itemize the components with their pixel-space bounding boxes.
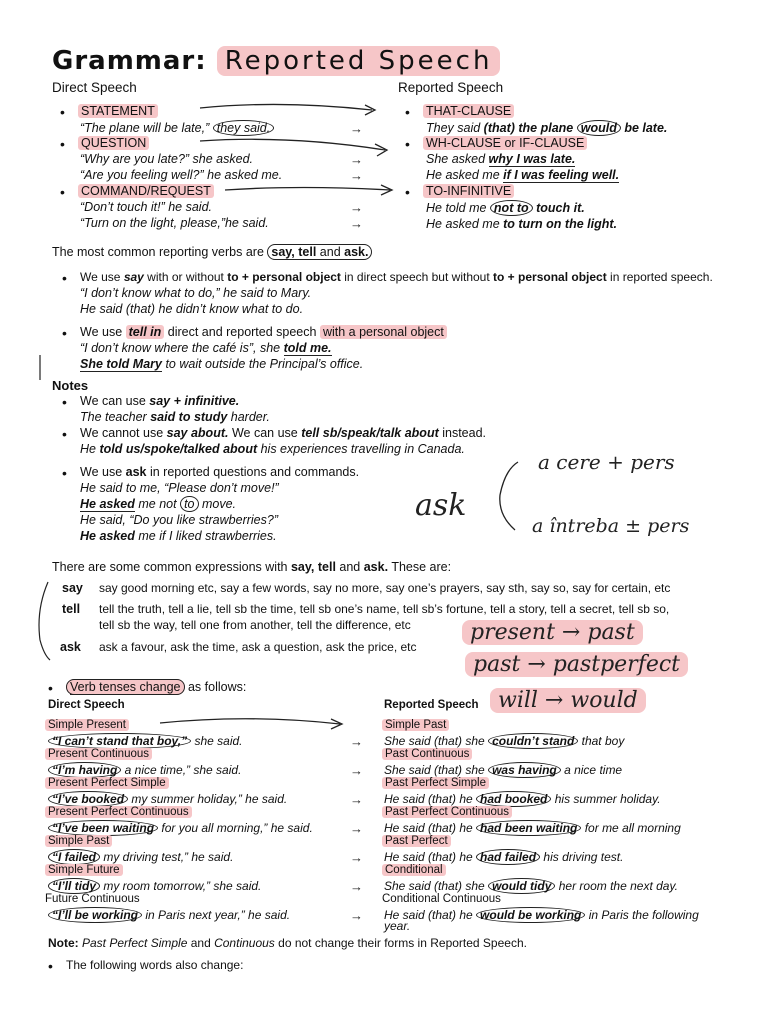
- inf-example-2: [426, 217, 617, 231]
- say-example-2: He said (that) he didn’t know what to do.: [80, 302, 304, 316]
- note-part: He: [80, 442, 100, 456]
- note-part: He asked: [80, 497, 135, 511]
- verbs-part: say, tell: [271, 245, 317, 259]
- tense-direct-name: Simple Present: [45, 719, 129, 731]
- tense-direct-rest: she said.: [191, 734, 243, 748]
- tense-reported-name: Conditional Continuous: [382, 893, 501, 905]
- command-label: COMMAND/REQUEST: [78, 184, 214, 198]
- reported-speech-heading: Reported Speech: [398, 80, 504, 95]
- inf1-part: He told me: [426, 201, 490, 215]
- command-example-2: “Turn on the light, please,”he said.: [80, 216, 269, 230]
- expr-ask-label: ask: [60, 640, 81, 654]
- expr-part: ask.: [363, 560, 389, 574]
- wh2-part: if I was feeling well.: [503, 168, 620, 182]
- that-ex-part: (that) the plane: [483, 121, 577, 135]
- statement-they-said: they said.: [213, 120, 275, 136]
- question-example-1: “Why are you late?” she asked.: [80, 152, 253, 166]
- verbs-part: and: [316, 245, 345, 259]
- say-part: in reported speech.: [606, 270, 713, 284]
- say-example-1: “I don’t know what to do,” he said to Mary.: [80, 286, 312, 300]
- note-part: We cannot use: [80, 426, 167, 440]
- wh-example-1: [426, 152, 575, 166]
- tell-part: with a personal object: [320, 325, 447, 339]
- arrow-4: →: [350, 200, 363, 215]
- tense-reported-example: [384, 821, 681, 835]
- tense-arrow: →: [350, 850, 363, 865]
- tell-ex-part: told me.: [283, 341, 332, 355]
- arrow-1: →: [350, 121, 363, 136]
- note-part: me if I liked strawberries.: [134, 529, 277, 543]
- tenses-reported-heading: Reported Speech: [384, 699, 479, 711]
- tense-direct-verb: “I can’t stand that boy,”: [48, 733, 191, 749]
- tense-reported-pre: He said (that) he: [384, 908, 477, 922]
- notes-heading: Notes: [52, 378, 89, 393]
- expr-part: say, tell: [290, 560, 336, 574]
- inf1-not-to: not to: [490, 200, 533, 216]
- statement-example: [80, 121, 274, 135]
- tense-direct-name: Present Continuous: [45, 748, 152, 760]
- tense-reported-name: Past Perfect: [382, 835, 451, 847]
- note-1-example: [80, 410, 270, 424]
- statement-quote: “The plane will be late,”: [80, 121, 210, 135]
- tense-reported-verb: couldn’t stand: [488, 733, 578, 749]
- page-title: [52, 46, 500, 76]
- note-part: We use: [80, 465, 126, 479]
- expr-part: These are:: [388, 560, 452, 574]
- tell-part: direct and reported speech: [164, 325, 320, 339]
- hand-a-intreba: a întreba ± pers: [532, 515, 690, 537]
- tense-direct-example: [48, 850, 233, 864]
- tense-direct-example: [48, 734, 243, 748]
- tense-reported-rest: in Paris the following: [585, 908, 699, 922]
- tense-direct-rest: my summer holiday,” he said.: [128, 792, 288, 806]
- verbs-part: The most common reporting verbs are: [52, 245, 268, 259]
- note-part: instead.: [438, 426, 487, 440]
- tense-direct-example: [48, 908, 290, 922]
- tense-reported-name: Past Continuous: [382, 748, 472, 760]
- inf1-part: touch it.: [532, 201, 585, 215]
- tell-part: tell in: [126, 325, 165, 339]
- tense-reported-example: [384, 792, 661, 806]
- infinitive-label: TO-INFINITIVE: [423, 184, 514, 198]
- command-item: [78, 184, 214, 198]
- that-clause-item: [423, 104, 514, 118]
- tense-reported-name: Past Perfect Simple: [382, 777, 489, 789]
- note-part: ask: [125, 465, 147, 479]
- tense-reported-verb: had been waiting: [476, 820, 581, 836]
- tenses-direct-heading: Direct Speech: [48, 699, 125, 711]
- tenses-intro: [66, 680, 246, 694]
- note-3-example-2: [80, 497, 236, 511]
- arrow-3: →: [350, 168, 363, 183]
- tense-reported-rest: his summer holiday.: [551, 792, 661, 806]
- that-clause-label: THAT-CLAUSE: [423, 104, 514, 118]
- note-part: in reported questions and commands.: [146, 465, 360, 479]
- tell-example-1: [80, 341, 332, 355]
- tense-reported-rest: that boy: [578, 734, 625, 748]
- tense-reported-name: Conditional: [382, 864, 446, 876]
- verbs-part: ask.: [344, 245, 369, 259]
- say-rule: [80, 270, 713, 284]
- tense-reported-name: Simple Past: [382, 719, 449, 731]
- footer-part: and: [187, 936, 215, 950]
- wh1-part: why I was late.: [488, 152, 576, 166]
- tense-reported-cont: year.: [384, 919, 411, 933]
- question-item: [78, 136, 149, 150]
- tense-direct-verb: “I’ll be working: [48, 907, 142, 923]
- tense-arrow: →: [350, 821, 363, 836]
- note-part: said to study: [150, 410, 228, 424]
- tense-reported-verb: was having: [488, 762, 561, 778]
- direct-speech-heading: Direct Speech: [52, 80, 137, 95]
- tell-ex-part: to wait outside the Principal’s office.: [161, 357, 364, 371]
- note-3-example-1: He said to me, “Please don’t move!”: [80, 481, 279, 495]
- footer-part: Note:: [48, 936, 79, 950]
- tense-arrow: →: [350, 734, 363, 749]
- tense-arrow: →: [350, 879, 363, 894]
- tense-arrow: →: [350, 763, 363, 778]
- tense-direct-verb: “I’ve been waiting: [48, 820, 158, 836]
- inf2-part: He asked me: [426, 217, 504, 231]
- footer-part: Past Perfect Simple: [78, 936, 188, 950]
- tense-direct-example: [48, 879, 261, 893]
- tense-reported-pre: She said (that) she: [384, 734, 489, 748]
- tense-reported-verb: would tidy: [488, 878, 555, 894]
- that-ex-would: would: [577, 120, 621, 136]
- that-ex-part: They said: [426, 121, 484, 135]
- expr-say-label: say: [62, 581, 83, 595]
- say-part: to + personal object: [493, 270, 607, 284]
- verbs-circled: [267, 244, 372, 260]
- wh-clause-label: WH-CLAUSE or IF-CLAUSE: [423, 136, 587, 150]
- tense-direct-verb: “I’m having: [48, 762, 121, 778]
- note-part: tell sb/speak/talk about: [301, 426, 439, 440]
- note-part: harder.: [227, 410, 270, 424]
- tense-direct-name: Present Perfect Continuous: [45, 806, 192, 818]
- command-example-1: “Don’t touch it!” he said.: [80, 200, 213, 214]
- question-example-2: “Are you feeling well?” he asked me.: [80, 168, 283, 182]
- tell-example-2: [80, 357, 363, 371]
- footer-part: Continuous: [214, 936, 275, 950]
- tense-reported-example: [384, 908, 699, 922]
- tense-arrow: →: [350, 908, 363, 923]
- inf2-part: to turn on the light.: [503, 217, 617, 231]
- tense-reported-verb: had failed: [476, 849, 540, 865]
- tense-part: change: [136, 680, 181, 694]
- that-ex-part: be late.: [620, 121, 668, 135]
- tense-reported-rest: for me all morning: [581, 821, 681, 835]
- tense-reported-verb: would be working: [476, 907, 585, 923]
- say-part: with or without: [143, 270, 228, 284]
- hand-present-past: present → past: [462, 620, 643, 645]
- tense-part: as follows:: [184, 680, 247, 694]
- footer-part: do not change their forms in Reported Speech.: [274, 936, 527, 950]
- note-part: The teacher: [80, 410, 151, 424]
- tense-direct-name: Simple Past: [45, 835, 112, 847]
- tense-direct-rest: for you all morning,” he said.: [158, 821, 313, 835]
- tense-reported-rest: his driving test.: [540, 850, 624, 864]
- title-grammar: Grammar:: [52, 46, 207, 76]
- expr-tell-label: tell: [62, 602, 81, 616]
- tense-direct-verb: “I failed: [48, 849, 100, 865]
- expr-tell-text-1: tell the truth, tell a lie, tell sb the time, tell sb one’s name, tell sb’s fortune, tell a story, tell a secret, tell sb so,: [99, 602, 670, 616]
- tense-reported-verb: had booked: [476, 791, 551, 807]
- wh-example-2: [426, 168, 619, 182]
- infinitive-item: [423, 184, 514, 198]
- note-2-example: [80, 442, 465, 456]
- say-part: to + personal object: [227, 270, 341, 284]
- note-part: told us/spoke/talked about: [99, 442, 258, 456]
- wh1-part: She asked: [426, 152, 489, 166]
- arrow-5: →: [350, 216, 363, 231]
- reporting-verbs-line: [52, 245, 372, 259]
- tense-direct-example: [48, 821, 313, 835]
- note-part: me not: [134, 497, 181, 511]
- say-part: We use: [80, 270, 124, 284]
- tense-direct-rest: my driving test,” he said.: [100, 850, 234, 864]
- tense-reported-pre: He said (that) he: [384, 850, 477, 864]
- tense-direct-verb: “I’ve booked: [48, 791, 128, 807]
- note-part: He asked: [80, 529, 135, 543]
- tense-direct-name: Simple Future: [45, 864, 123, 876]
- say-part: in direct speech but without: [340, 270, 494, 284]
- tense-reported-pre: He said (that) he: [384, 821, 477, 835]
- that-clause-example: [426, 121, 667, 135]
- tense-reported-rest: a nice time: [560, 763, 623, 777]
- tense-reported-rest: her room the next day.: [555, 879, 678, 893]
- title-topic: Reported Speech: [217, 46, 501, 76]
- note-3-example-3: He said, “Do you like strawberries?”: [80, 513, 278, 527]
- statement-item: [78, 104, 158, 118]
- tell-ex-part: “I don’t know where the café is”, she: [80, 341, 284, 355]
- note-part: We can use: [80, 394, 150, 408]
- tense-direct-name: Future Continuous: [45, 893, 140, 905]
- note-part: say about.: [166, 426, 229, 440]
- note-3-example-4: [80, 529, 277, 543]
- tense-reported-pre: He said (that) he: [384, 792, 477, 806]
- tense-direct-example: [48, 792, 287, 806]
- expr-tell-text-2: tell sb the way, tell one from another, tell the difference, etc: [99, 618, 411, 632]
- tenses-circled: [66, 679, 185, 695]
- tense-reported-example: [384, 763, 622, 777]
- note-part: We can use: [228, 426, 302, 440]
- note-part: move.: [198, 497, 237, 511]
- say-part: say: [123, 270, 144, 284]
- tense-reported-name: Past Perfect Continuous: [382, 806, 512, 818]
- tense-reported-pre: She said (that) she: [384, 763, 489, 777]
- footer-last: • The following words also change:: [66, 958, 243, 972]
- hand-will-would: will → would: [490, 688, 646, 713]
- tense-direct-example: [48, 763, 241, 777]
- hand-a-cere: a cere + pers: [538, 450, 675, 474]
- note-2: [80, 426, 486, 440]
- tense-reported-example: [384, 734, 624, 748]
- note-part: to: [180, 496, 198, 512]
- tense-direct-verb: “I’ll tidy: [48, 878, 100, 894]
- wh2-part: He asked me: [426, 168, 504, 182]
- expr-part: There are some common expressions with: [52, 560, 291, 574]
- expr-ask-text: ask a favour, ask the time, ask a question, ask the price, etc: [99, 640, 417, 654]
- tense-direct-rest: my room tomorrow,” she said.: [100, 879, 262, 893]
- expr-part: and: [335, 560, 364, 574]
- inf-example-1: [426, 201, 585, 215]
- note-1: [80, 394, 239, 408]
- arrow-2: →: [350, 152, 363, 167]
- question-label: QUESTION: [78, 136, 149, 150]
- tense-reported-pre: She said (that) she: [384, 879, 489, 893]
- tell-part: We use: [80, 325, 126, 339]
- tell-ex-part: She told Mary: [80, 357, 162, 371]
- note-part: say + infinitive.: [149, 394, 240, 408]
- tense-reported-example: [384, 850, 623, 864]
- note-3: [80, 465, 359, 479]
- hand-ask: ask: [415, 488, 467, 523]
- footer-note: [48, 936, 527, 950]
- statement-label: STATEMENT: [78, 104, 158, 118]
- tell-rule: [80, 325, 447, 339]
- tense-reported-example: [384, 879, 678, 893]
- note-part: his experiences travelling in Canada.: [257, 442, 465, 456]
- expr-say-text: say good morning etc, say a few words, say no more, say one’s prayers, say sth, say so, say for certain, etc: [99, 581, 671, 595]
- tense-direct-name: Present Perfect Simple: [45, 777, 169, 789]
- wh-clause-item: [423, 136, 587, 150]
- tense-direct-rest: in Paris next year,” he said.: [142, 908, 291, 922]
- tense-part: Verb tenses: [70, 680, 137, 694]
- hand-past-pastperfect: past → pastperfect: [465, 652, 688, 677]
- tense-direct-rest: a nice time,” she said.: [121, 763, 242, 777]
- expressions-intro: [52, 560, 451, 574]
- tense-arrow: →: [350, 792, 363, 807]
